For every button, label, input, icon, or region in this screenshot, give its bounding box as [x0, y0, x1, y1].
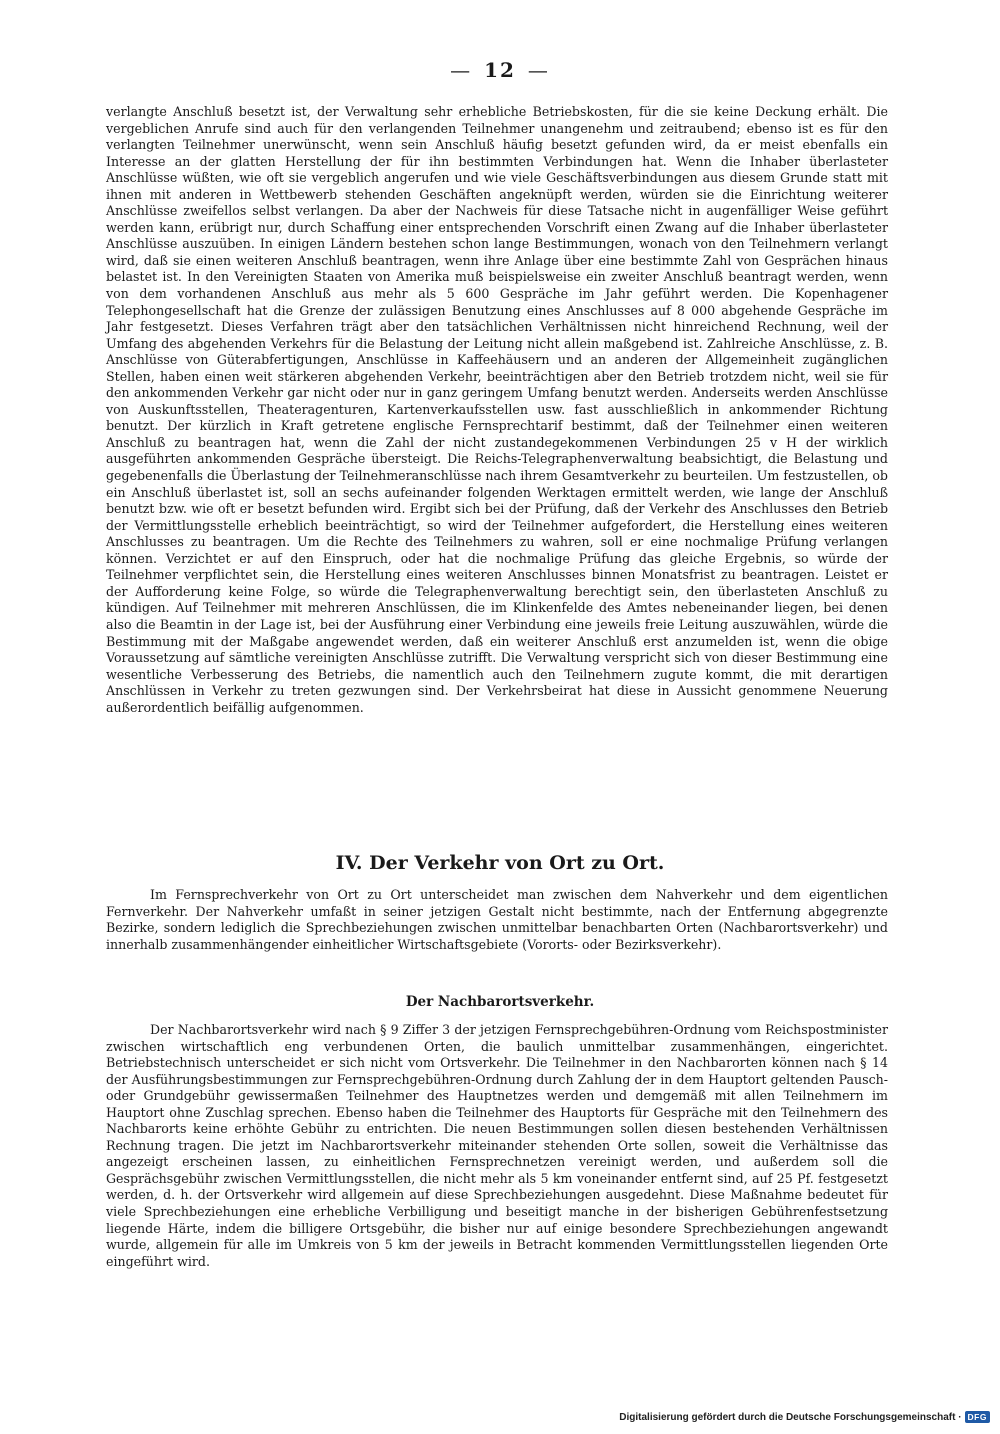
- section-title: IV. Der Verkehr von Ort zu Ort.: [335, 852, 665, 874]
- body-text-block-1: [106, 104, 888, 716]
- subheading: Der Nachbarortsverkehr.: [405, 994, 595, 1010]
- body-text-block-3: [106, 1022, 888, 1270]
- dash-right: —: [527, 58, 550, 82]
- dfg-logo-icon: DFG: [965, 1411, 990, 1423]
- page-number-header: [0, 58, 1000, 82]
- footer-text: Digitalisierung gefördert durch die Deutsche Forschungsgemeinschaft ·: [619, 1411, 962, 1423]
- page-number: 12: [484, 58, 516, 82]
- footer-credit: [619, 1411, 990, 1423]
- dash-left: —: [450, 58, 473, 82]
- paragraph: verlangte Anschluß besetzt ist, der Verwaltung sehr erhebliche Betriebskosten, für die sie keine Deckung erhält. Die vergeblichen Anrufe sind auch für den verlangenden Teilnehmer unangenehm und zeitraubend; ebenso ist es für den verlangten Teilnehmer unerwünscht, wenn sein Anschluß häufig besetzt gefunden wird, da er meist ebenfalls ein Interesse an der glatten Herstellung der für ihn bestimmten Verbindungen hat. Wenn die Inhaber überlasteter Anschlüsse wüßten, wie oft sie vergeblich angerufen und wie viele Geschäftsverbindungen aus diesem Grunde statt mit ihnen mit anderen in Wettbewerb stehenden Geschäften angeknüpft werden, würden sie die Einrichtung weiterer Anschlüsse zweifellos selbst verlangen. Da aber der Nachweis für diese Tatsache nicht in augenfälliger Weise geführt werden kann, erübrigt nur, durch Schaffung einer entsprechenden Vorschrift einen Zwang auf die Inhaber überlasteter Anschlüsse auszuüben. In einigen Ländern bestehen schon lange Bestimmungen, wonach von den Teilnehmern verlangt wird, daß sie einen weiteren Anschluß beantragen, wenn ihre Anlage über eine bestimmte Zahl von Gesprächen hinaus belastet ist. In den Vereinigten Staaten von Amerika muß beispielsweise ein zweiter Anschluß beantragt werden, wenn von dem vorhandenen Anschluß aus mehr als 5 600 Gespräche im Jahr geführt werden. Die Kopenhagener Telephongesellschaft hat die Grenze der zulässigen Benutzung eines Anschlusses auf 8 000 abgehende Gespräche im Jahr festgesetzt. Dieses Verfahren trägt aber den tatsächlichen Verhältnissen nicht hinreichend Rechnung, weil der Umfang des abgehenden Verkehrs für die Belastung der Leitung nicht allein maßgebend ist. Zahlreiche Anschlüsse, z. B. Anschlüsse von Güterabfertigungen, Anschlüsse in Kaffeehäusern und an anderen der Allgemeinheit zugänglichen Stellen, haben einen weit stärkeren abgehenden Verkehr, beeinträchtigen aber den Betrieb trotzdem nicht, weil sie für den ankommenden Verkehr gar nicht oder nur in ganz geringem Umfang benutzt werden. Anderseits werden Anschlüsse von Auskunftsstellen, Theateragenturen, Kartenverkaufsstellen usw. fast ausschließlich in ankommender Richtung benutzt. Der kürzlich in Kraft getretene englische Fernsprechtarif bestimmt, daß der Teilnehmer einen weiteren Anschluß zu beantragen hat, wenn die Zahl der nicht zustandegekommenen Verbindungen 25 v H der wirklich ausgeführten ankommenden Gespräche übersteigt. Die Reichs-Telegraphenverwaltung beabsichtigt, die Belastung und gegebenenfalls die Überlastung der Teilnehmeranschlüsse nach ihrem Gesamtverkehr zu beurteilen. Um festzustellen, ob ein Anschluß überlastet ist, soll an sechs aufeinander folgenden Werktagen ermittelt werden, wie lange der Anschluß benutzt bzw. wie oft er besetzt befunden wird. Ergibt sich bei der Prüfung, daß der Verkehr des Anschlusses den Betrieb der Vermittlungsstelle erheblich beeinträchtigt, so wird der Teilnehmer aufgefordert, die Herstellung eines weiteren Anschlusses zu beantragen. Um die Rechte des Teilnehmers zu wahren, soll er eine nochmalige Prüfung verlangen können. Verzichtet er auf den Einspruch, oder hat die nochmalige Prüfung das gleiche Ergebnis, so würde der Teilnehmer verpflichtet sein, die Herstellung eines weiteren Anschlusses binnen Monatsfrist zu beantragen. Leistet er der Aufforderung keine Folge, so würde die Telegraphenverwaltung berechtigt sein, den überlasteten Anschluß zu kündigen. Auf Teilnehmer mit mehreren Anschlüssen, die im Klinkenfelde des Amtes nebeneinander liegen, bei denen also die Beamtin in der Lage ist, bei der Ausführung einer Verbindung eine jeweils freie Leitung auszuwählen, würde die Bestimmung mit der Maßgabe angewendet werden, daß ein weiterer Anschluß erst anzumelden ist, wenn die obige Voraussetzung auf sämtliche vereinigten Anschlüsse zutrifft. Die Verwaltung verspricht sich von dieser Bestimmung eine wesentliche Verbesserung des Betriebs, die namentlich auch den Teilnehmern zugute kommt, die mit derartigen Anschlüssen in Verkehr zu treten gezwungen sind. Der Verkehrsbeirat hat diese in Aussicht genommene Neuerung außerordentlich beifällig aufgenommen.: [106, 104, 888, 715]
- paragraph: Im Fernsprechverkehr von Ort zu Ort unterscheidet man zwischen dem Nahverkehr und dem eigentlichen Fernverkehr. Der Nahverkehr umfaßt in seiner jetzigen Gestalt nicht bestimmte, nach der Entfernung abgegrenzte Bezirke, sondern lediglich die Sprechbeziehungen zwischen unmittelbar benachbarten Orten (Nachbarortsverkehr) und innerhalb zusammenhängender einheitlicher Wirtschaftsgebiete (Vororts- oder Bezirksverkehr).: [106, 887, 888, 952]
- body-text-block-2: [106, 887, 888, 953]
- paragraph: Der Nachbarortsverkehr wird nach § 9 Ziffer 3 der jetzigen Fernsprechgebühren-Ordnung vom Reichspostminister zwischen wirtschaftlich eng verbundenen Orten, die baulich unmittelbar zusammenhängen, eingerichtet. Betriebstechnisch unterscheidet er sich nicht vom Ortsverkehr. Die Teilnehmer in den Nachbarorten können nach § 14 der Ausführungsbestimmungen zur Fernsprechgebühren-Ordnung durch Zahlung der in dem Hauptort geltenden Pausch- oder Grundgebühr gewissermaßen Teilnehmer des Hauptnetzes werden und demgemäß mit allen Teilnehmern im Hauptort ohne Zuschlag sprechen. Ebenso haben die Teilnehmer des Hauptorts für Gespräche mit den Teilnehmern des Nachbarorts keine erhöhte Gebühr zu entrichten. Die neuen Bestimmungen sollen diesen bestehenden Verhältnissen Rechnung tragen. Die jetzt im Nachbarortsverkehr miteinander stehenden Orte sollen, soweit die Verhältnisse das angezeigt erscheinen lassen, zu einheitlichen Fernsprechnetzen vereinigt werden, und außerdem soll die Gesprächsgebühr zwischen Vermittlungsstellen, die nicht mehr als 5 km voneinander entfernt sind, auf 25 Pf. festgesetzt werden, d. h. der Ortsverkehr wird allgemein auf diese Sprechbeziehungen ausgedehnt. Diese Maßnahme bedeutet für viele Sprechbeziehungen eine erhebliche Verbilligung und beseitigt manche in der bisherigen Gebührenfestsetzung liegende Härte, indem die billigere Ortsgebühr, die bisher nur auf einige besondere Sprechbeziehungen angewandt wurde, allgemein für alle im Umkreis von 5 km der jeweils in Betracht kommenden Vermittlungsstellen liegenden Orte eingeführt wird.: [106, 1022, 888, 1269]
